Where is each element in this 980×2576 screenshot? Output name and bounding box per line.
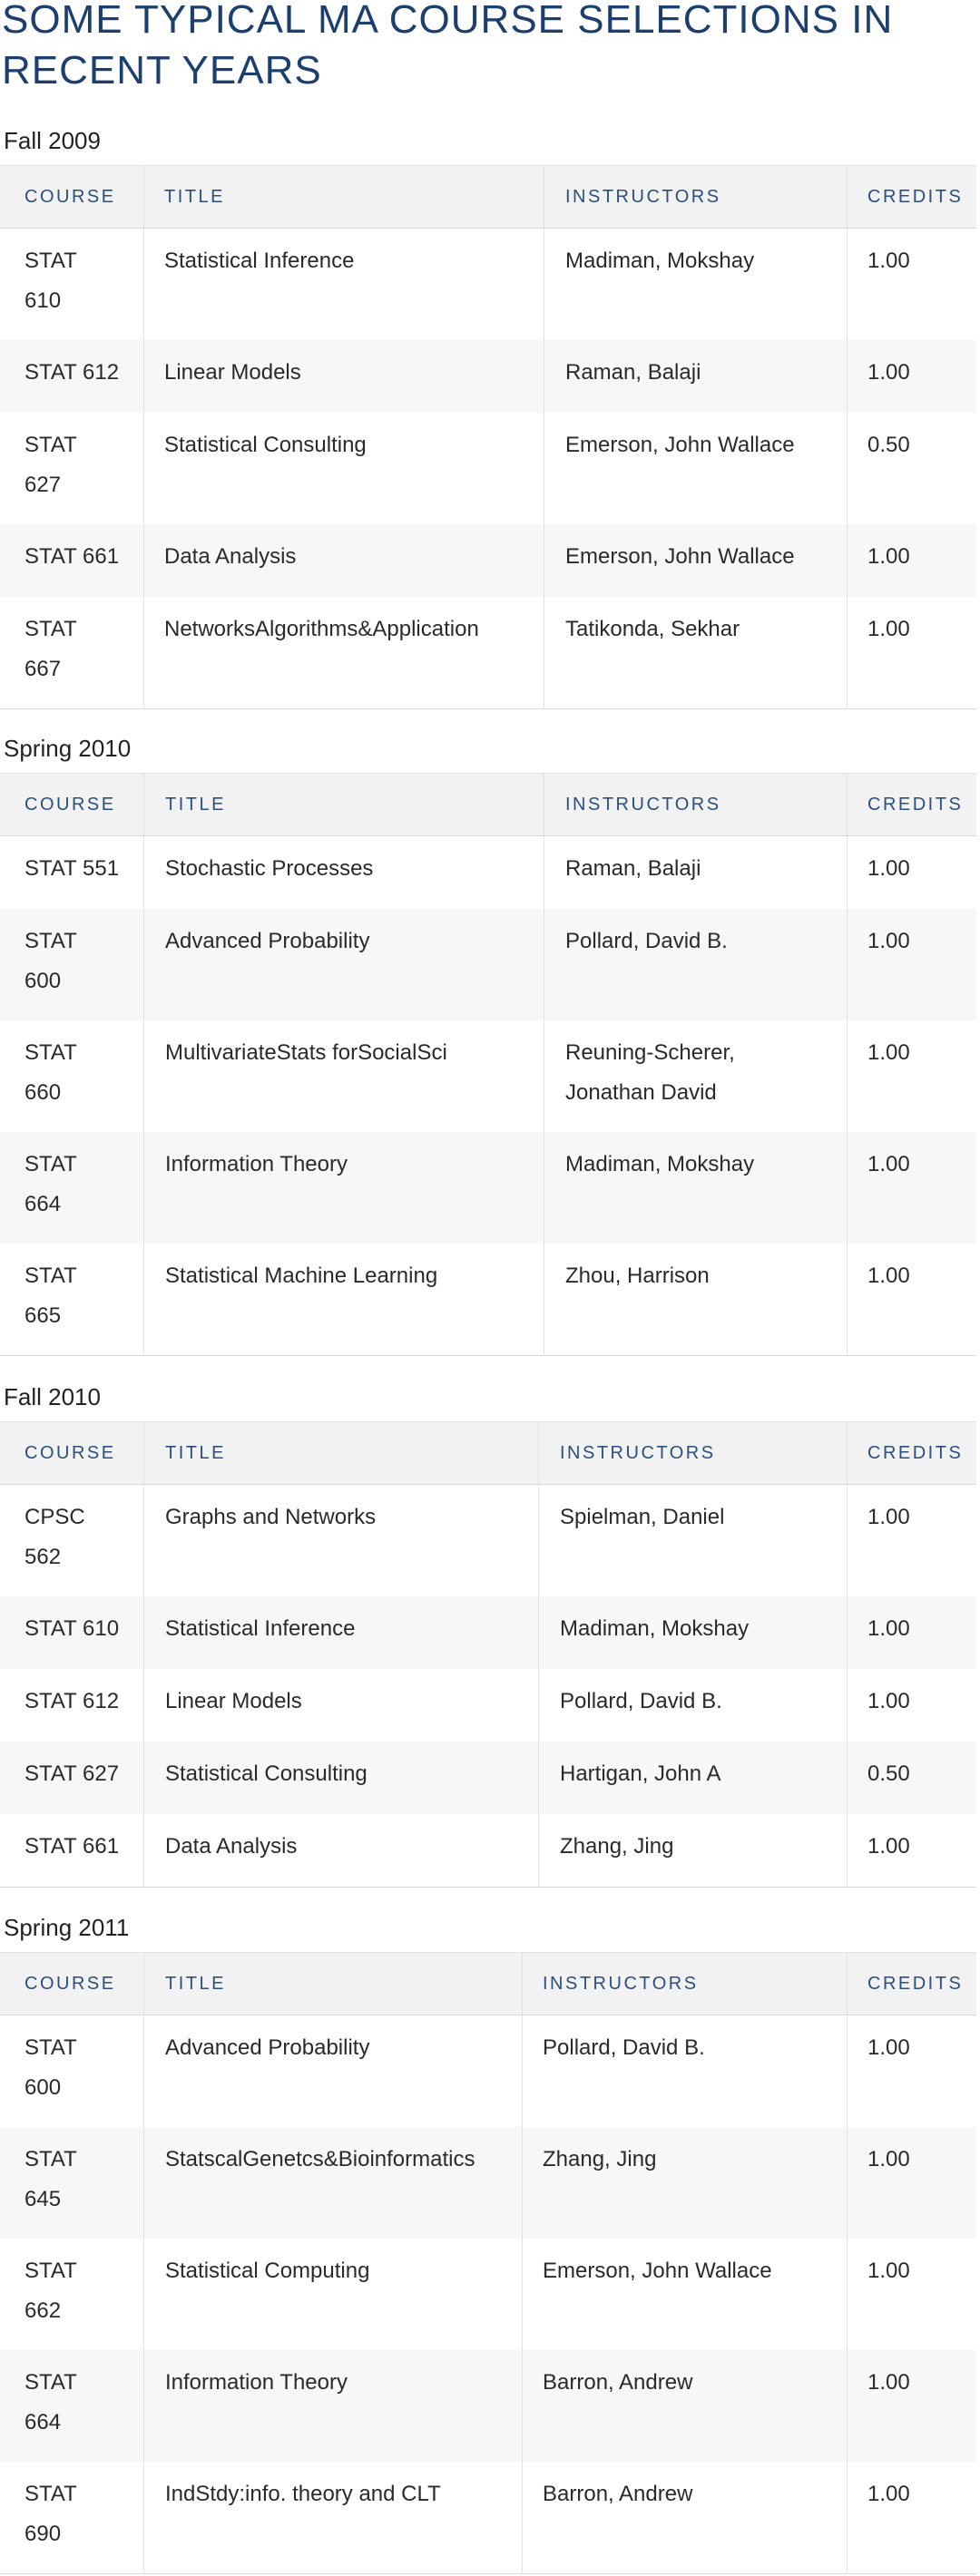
course-code-line: STAT bbox=[24, 433, 77, 457]
column-divider bbox=[847, 1953, 848, 2015]
instructor-line: Hartigan, John A bbox=[560, 1761, 721, 1786]
column-header-course: COURSE bbox=[24, 1974, 116, 1994]
course-number-line: 610 bbox=[24, 288, 62, 313]
course-instructors bbox=[565, 836, 838, 909]
instructor-line: Madiman, Mokshay bbox=[560, 1616, 750, 1641]
column-header-title: TITLE bbox=[165, 795, 226, 815]
course-title: Statistical Inference bbox=[165, 1616, 356, 1641]
course-code-line: STAT bbox=[24, 2035, 77, 2060]
course-instructors bbox=[560, 1742, 832, 1814]
table-row bbox=[0, 524, 976, 597]
course-code-line: STAT bbox=[24, 617, 77, 641]
course-title: Graphs and Networks bbox=[165, 1505, 377, 1529]
column-header-title: TITLE bbox=[165, 1974, 226, 1994]
course-instructors bbox=[565, 413, 838, 524]
column-divider bbox=[847, 1244, 848, 1355]
column-divider bbox=[522, 2239, 523, 2350]
column-divider bbox=[847, 2462, 848, 2573]
column-divider bbox=[847, 909, 848, 1020]
column-divider bbox=[847, 1596, 848, 1669]
column-divider bbox=[143, 597, 144, 708]
table-row bbox=[0, 340, 976, 413]
course-code-line: CPSC bbox=[24, 1505, 85, 1529]
course-number-line: 600 bbox=[24, 2075, 62, 2100]
table-row bbox=[0, 597, 976, 708]
column-divider bbox=[847, 2239, 848, 2350]
course-number-line: 664 bbox=[24, 2410, 62, 2435]
column-divider bbox=[847, 1020, 848, 1132]
column-divider bbox=[143, 1669, 144, 1742]
column-divider bbox=[847, 774, 848, 835]
column-divider bbox=[847, 524, 848, 597]
column-divider bbox=[143, 1422, 144, 1484]
column-divider bbox=[143, 340, 144, 413]
term-label: Spring 2010 bbox=[4, 735, 132, 762]
course-code bbox=[24, 836, 142, 909]
column-divider bbox=[522, 2462, 523, 2573]
table-header-row bbox=[0, 165, 976, 229]
table-row bbox=[0, 909, 976, 1020]
course-table bbox=[0, 773, 976, 1355]
course-credits: 1.00 bbox=[867, 1689, 910, 1713]
instructor-line: Zhou, Harrison bbox=[565, 1264, 710, 1288]
course-title: Linear Models bbox=[164, 360, 301, 385]
column-divider bbox=[847, 166, 848, 228]
course-credits: 1.00 bbox=[867, 1834, 910, 1859]
course-title: Data Analysis bbox=[164, 544, 297, 569]
column-divider bbox=[522, 2127, 523, 2239]
column-divider bbox=[522, 1953, 523, 2015]
course-title: Information Theory bbox=[165, 2370, 348, 2395]
instructor-line: Pollard, David B. bbox=[565, 929, 728, 953]
table-row bbox=[0, 413, 976, 524]
course-table bbox=[0, 165, 976, 708]
column-divider bbox=[143, 909, 144, 1020]
instructor-line: Raman, Balaji bbox=[565, 856, 701, 881]
course-instructors bbox=[565, 1132, 838, 1244]
column-divider bbox=[847, 1422, 848, 1484]
column-header-title: TITLE bbox=[164, 187, 225, 207]
instructor-line: Emerson, John Wallace bbox=[565, 433, 795, 457]
column-divider bbox=[538, 1596, 539, 1669]
course-code bbox=[24, 1485, 142, 1596]
course-instructors bbox=[543, 2350, 833, 2462]
course-code-line: STAT bbox=[24, 1152, 77, 1176]
instructor-line: Barron, Andrew bbox=[543, 2482, 693, 2506]
course-instructors bbox=[565, 229, 838, 340]
column-header-course: COURSE bbox=[24, 1443, 116, 1463]
column-header-credits: CREDITS bbox=[867, 1974, 964, 1994]
course-title: Stochastic Processes bbox=[165, 856, 374, 881]
course-credits: 1.00 bbox=[867, 1040, 910, 1065]
table-row bbox=[0, 229, 976, 340]
course-credits: 0.50 bbox=[867, 433, 910, 457]
column-header-course: COURSE bbox=[24, 795, 116, 815]
column-divider bbox=[143, 166, 144, 228]
course-credits: 1.00 bbox=[867, 2370, 910, 2395]
column-divider bbox=[143, 1244, 144, 1355]
course-code bbox=[24, 413, 142, 524]
course-table bbox=[0, 1952, 976, 2573]
column-divider bbox=[143, 1742, 144, 1814]
course-code bbox=[24, 2462, 142, 2573]
instructor-line: Zhang, Jing bbox=[560, 1834, 674, 1859]
course-instructors bbox=[560, 1596, 832, 1669]
course-credits: 1.00 bbox=[867, 2259, 910, 2283]
table-row bbox=[0, 1244, 976, 1355]
term-label: Fall 2009 bbox=[4, 127, 101, 154]
course-instructors bbox=[560, 1814, 832, 1887]
course-instructors bbox=[565, 340, 838, 413]
course-code bbox=[24, 597, 142, 708]
table-row bbox=[0, 1742, 976, 1814]
column-divider bbox=[847, 2127, 848, 2239]
instructor-line: Emerson, John Wallace bbox=[565, 544, 795, 569]
course-credits: 1.00 bbox=[867, 929, 910, 953]
column-divider bbox=[143, 413, 144, 524]
column-header-credits: CREDITS bbox=[867, 795, 964, 815]
column-header-title: TITLE bbox=[165, 1443, 226, 1463]
course-number-line: 665 bbox=[24, 1303, 62, 1328]
instructor-line: Madiman, Mokshay bbox=[565, 1152, 755, 1176]
course-code bbox=[24, 2239, 142, 2350]
column-divider bbox=[522, 2350, 523, 2462]
column-divider bbox=[538, 1669, 539, 1742]
table-row bbox=[0, 1669, 976, 1742]
course-credits: 1.00 bbox=[867, 360, 910, 385]
instructor-line: Tatikonda, Sekhar bbox=[565, 617, 740, 641]
course-code-line: STAT 612 bbox=[24, 360, 120, 385]
course-number-line: 627 bbox=[24, 473, 62, 497]
table-row bbox=[0, 2127, 976, 2239]
column-divider bbox=[143, 1020, 144, 1132]
course-code bbox=[24, 2127, 142, 2239]
course-credits: 1.00 bbox=[867, 2147, 910, 2171]
course-title: Advanced Probability bbox=[165, 2035, 370, 2060]
course-instructors bbox=[543, 2462, 833, 2573]
column-divider bbox=[143, 2462, 144, 2573]
table-bottom-border bbox=[0, 708, 976, 709]
course-code-line: STAT bbox=[24, 2147, 77, 2171]
course-title: MultivariateStats forSocialSci bbox=[165, 1040, 447, 1065]
column-divider bbox=[143, 1485, 144, 1596]
course-code bbox=[24, 1244, 142, 1355]
course-credits: 1.00 bbox=[867, 1616, 910, 1641]
column-divider bbox=[522, 2015, 523, 2127]
course-code-line: STAT bbox=[24, 1040, 77, 1065]
column-header-credits: CREDITS bbox=[867, 187, 964, 207]
column-divider bbox=[143, 774, 144, 835]
table-row bbox=[0, 1814, 976, 1887]
course-credits: 1.00 bbox=[867, 1505, 910, 1529]
course-title: StatscalGenetcs&Bioinformatics bbox=[165, 2147, 475, 2171]
course-code-line: STAT 610 bbox=[24, 1616, 120, 1641]
course-code-line: STAT 612 bbox=[24, 1689, 120, 1713]
course-code bbox=[24, 1596, 142, 1669]
table-header-row bbox=[0, 773, 976, 836]
instructor-line: Zhang, Jing bbox=[543, 2147, 657, 2171]
course-instructors bbox=[565, 1020, 838, 1132]
instructor-line: Raman, Balaji bbox=[565, 360, 701, 385]
column-divider bbox=[143, 1596, 144, 1669]
course-code-line: STAT bbox=[24, 249, 77, 273]
instructor-line: Reuning-Scherer, bbox=[565, 1040, 735, 1065]
course-number-line: 690 bbox=[24, 2522, 62, 2546]
column-divider bbox=[538, 1485, 539, 1596]
page-title: SOME TYPICAL MA COURSE SELECTIONS IN RECENT YEARS bbox=[2, 0, 894, 93]
course-number-line: 662 bbox=[24, 2298, 62, 2323]
course-instructors bbox=[543, 2015, 833, 2127]
course-code-line: STAT 627 bbox=[24, 1761, 120, 1786]
course-code-line: STAT bbox=[24, 2370, 77, 2395]
course-code bbox=[24, 1814, 142, 1887]
table-row bbox=[0, 2239, 976, 2350]
course-code bbox=[24, 909, 142, 1020]
course-code-line: STAT 551 bbox=[24, 856, 120, 881]
course-title: NetworksAlgorithms&Application bbox=[164, 617, 479, 641]
column-divider bbox=[847, 1485, 848, 1596]
course-code bbox=[24, 340, 142, 413]
course-credits: 1.00 bbox=[867, 617, 910, 641]
course-credits: 1.00 bbox=[867, 544, 910, 569]
table-row bbox=[0, 1596, 976, 1669]
column-divider bbox=[143, 1132, 144, 1244]
course-title: Statistical Consulting bbox=[164, 433, 367, 457]
table-row bbox=[0, 2350, 976, 2462]
column-divider bbox=[143, 1814, 144, 1887]
course-code-line: STAT bbox=[24, 2259, 77, 2283]
table-bottom-border bbox=[0, 1887, 976, 1888]
course-title: Statistical Machine Learning bbox=[165, 1264, 438, 1288]
column-header-instructors: INSTRUCTORS bbox=[560, 1443, 716, 1463]
table-row bbox=[0, 2462, 976, 2573]
table-bottom-border bbox=[0, 2573, 976, 2574]
table-row bbox=[0, 1485, 976, 1596]
column-divider bbox=[847, 1814, 848, 1887]
column-divider bbox=[143, 2350, 144, 2462]
course-instructors bbox=[560, 1669, 832, 1742]
column-header-instructors: INSTRUCTORS bbox=[565, 795, 721, 815]
course-code bbox=[24, 1669, 142, 1742]
course-number-line: 645 bbox=[24, 2187, 62, 2211]
column-header-credits: CREDITS bbox=[867, 1443, 964, 1463]
course-number-line: 660 bbox=[24, 1080, 62, 1105]
course-code-line: STAT 661 bbox=[24, 544, 120, 569]
course-code-line: STAT bbox=[24, 2482, 77, 2506]
course-credits: 1.00 bbox=[867, 856, 910, 881]
column-divider bbox=[143, 1953, 144, 2015]
column-divider bbox=[847, 597, 848, 708]
course-code bbox=[24, 1742, 142, 1814]
course-instructors bbox=[543, 2239, 833, 2350]
course-credits: 1.00 bbox=[867, 249, 910, 273]
course-instructors bbox=[543, 2127, 833, 2239]
course-instructors bbox=[565, 524, 838, 597]
course-code bbox=[24, 1132, 142, 1244]
column-divider bbox=[538, 1814, 539, 1887]
course-number-line: 664 bbox=[24, 1192, 62, 1216]
course-title: IndStdy:info. theory and CLT bbox=[165, 2482, 441, 2506]
column-header-instructors: INSTRUCTORS bbox=[565, 187, 721, 207]
course-table bbox=[0, 1421, 976, 1887]
course-credits: 1.00 bbox=[867, 2035, 910, 2060]
table-row bbox=[0, 1020, 976, 1132]
column-divider bbox=[847, 836, 848, 909]
column-divider bbox=[847, 413, 848, 524]
term-label: Spring 2011 bbox=[4, 1914, 130, 1941]
column-header-course: COURSE bbox=[24, 187, 116, 207]
table-header-row bbox=[0, 1421, 976, 1485]
column-divider bbox=[143, 229, 144, 340]
instructor-line: Pollard, David B. bbox=[560, 1689, 722, 1713]
column-divider bbox=[538, 1422, 539, 1484]
column-divider bbox=[847, 2015, 848, 2127]
course-instructors bbox=[560, 1485, 832, 1596]
instructor-line: Barron, Andrew bbox=[543, 2370, 693, 2395]
course-title: Information Theory bbox=[165, 1152, 348, 1176]
instructor-line: Jonathan David bbox=[565, 1080, 717, 1105]
course-title: Advanced Probability bbox=[165, 929, 370, 953]
course-credits: 0.50 bbox=[867, 1761, 910, 1786]
course-instructors bbox=[565, 1244, 838, 1355]
column-divider bbox=[143, 836, 144, 909]
course-title: Statistical Computing bbox=[165, 2259, 370, 2283]
course-title: Data Analysis bbox=[165, 1834, 298, 1859]
course-credits: 1.00 bbox=[867, 2482, 910, 2506]
column-divider bbox=[538, 1742, 539, 1814]
course-credits: 1.00 bbox=[867, 1264, 910, 1288]
course-instructors bbox=[565, 597, 838, 708]
course-code bbox=[24, 2015, 142, 2127]
column-divider bbox=[847, 1132, 848, 1244]
table-header-row bbox=[0, 1952, 976, 2015]
course-code bbox=[24, 2350, 142, 2462]
table-row bbox=[0, 2015, 976, 2127]
course-title: Statistical Inference bbox=[164, 249, 355, 273]
course-credits: 1.00 bbox=[867, 1152, 910, 1176]
course-code-line: STAT 661 bbox=[24, 1834, 120, 1859]
course-code-line: STAT bbox=[24, 1264, 77, 1288]
course-instructors bbox=[565, 909, 838, 1020]
course-title: Linear Models bbox=[165, 1689, 302, 1713]
column-divider bbox=[143, 2015, 144, 2127]
column-divider bbox=[143, 524, 144, 597]
instructor-line: Spielman, Daniel bbox=[560, 1505, 725, 1529]
course-code bbox=[24, 1020, 142, 1132]
course-code bbox=[24, 229, 142, 340]
table-row bbox=[0, 836, 976, 909]
instructor-line: Pollard, David B. bbox=[543, 2035, 705, 2060]
column-divider bbox=[847, 1742, 848, 1814]
table-bottom-border bbox=[0, 1355, 976, 1356]
course-number-line: 667 bbox=[24, 657, 62, 681]
column-divider bbox=[143, 2239, 144, 2350]
column-header-instructors: INSTRUCTORS bbox=[543, 1974, 699, 1994]
course-number-line: 562 bbox=[24, 1545, 62, 1569]
column-divider bbox=[143, 2127, 144, 2239]
instructor-line: Madiman, Mokshay bbox=[565, 249, 755, 273]
course-code-line: STAT bbox=[24, 929, 77, 953]
instructor-line: Emerson, John Wallace bbox=[543, 2259, 772, 2283]
table-row bbox=[0, 1132, 976, 1244]
column-divider bbox=[847, 229, 848, 340]
course-number-line: 600 bbox=[24, 969, 62, 993]
column-divider bbox=[847, 2350, 848, 2462]
term-label: Fall 2010 bbox=[4, 1383, 101, 1410]
course-code bbox=[24, 524, 142, 597]
course-title: Statistical Consulting bbox=[165, 1761, 368, 1786]
column-divider bbox=[847, 340, 848, 413]
column-divider bbox=[847, 1669, 848, 1742]
